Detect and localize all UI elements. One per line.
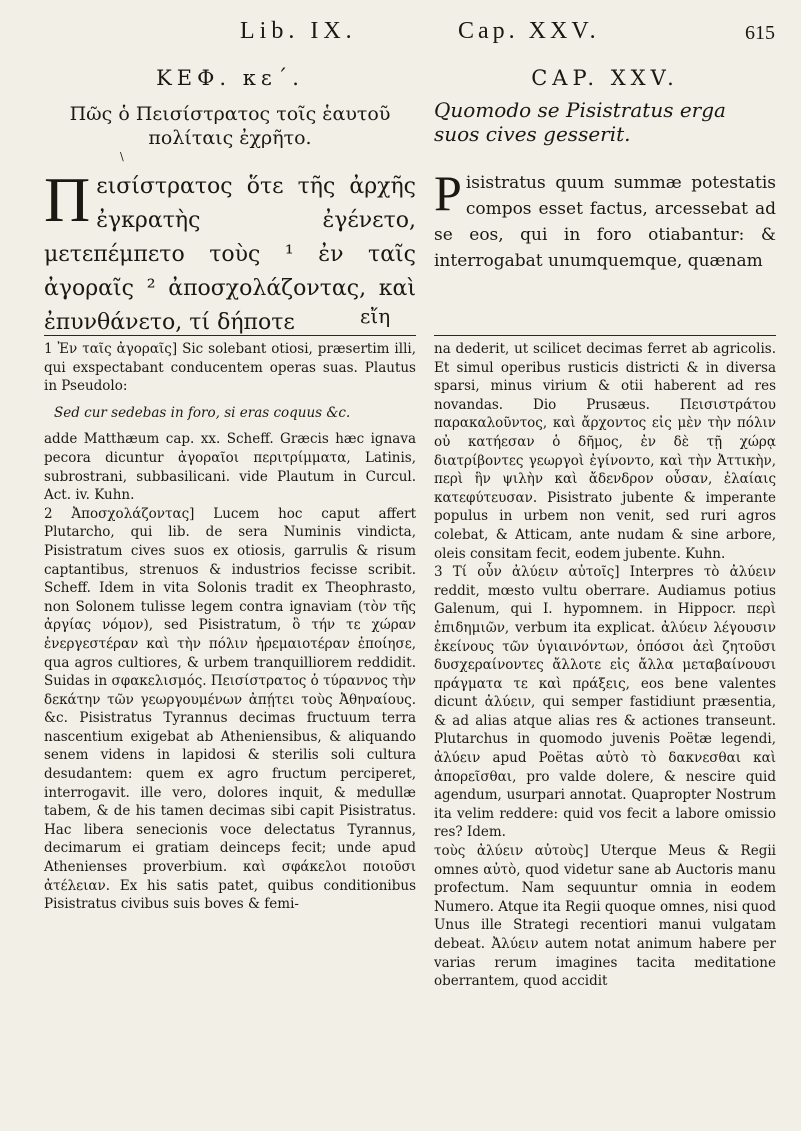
notes-divider-left [44, 335, 416, 336]
page-number: 615 [745, 22, 775, 44]
footnote-quotation: Sed cur sedebas in foro, si eras coquus &c. [54, 404, 351, 421]
footnote: 1 Ἐν ταῖς ἀγοραῖς] Sic solebant otiosi, præsertim illi, qui exspectabant conducentem operas suas. Plautus in Pseudolo: [44, 341, 416, 395]
footnote: 3 Τί οὖν ἀλύειν αὐτοῖς] Interpres τὸ ἀλύειν reddit, mœsto vultu oberrare. Audiamus potius Galenum, qui I. hypomnem. in Hippocr. περὶ ἐπιδημιῶν, verbum ita explicat. ἀλύειν λέγουσιν ἐκείνους τῶν ὑγιαινόντων, ὁπόσοι ἀεὶ ζητοῦσι δυσχεραίνοντες ἄλλοτε εἰς ἄλλα μεταβαίνουσι πράγματα τε καὶ πράξεις, eos bene valentes dicunt ἀλύειν, qui semper fastidiunt præsentia, & ad alias atque alias res & actiones transeunt. Plutarchus in quomodo juvenis Poëtæ legendi, ἀλύειν apud Poëtas αὐτὸ τὸ δακνεσθαι καὶ ἀπορεῖσθαι, pro valde dolere, & nescire quid agendum, usurpari annotat. Quapropter Nostrum ita velim reddere: quid vos fecit a labore omissio res? Idem. [434, 564, 776, 841]
section-mark: \ [120, 150, 124, 163]
notes-divider-right [434, 335, 776, 336]
footnotes-left-column [44, 340, 416, 914]
greek-body-text: εισίστρατος ὅτε τῆς ἀρχῆς ἐγκρατὴς ἐγένετο, μετεπέμπετο τοὺς ¹ ἐν ταῖς ἀγοραῖς ² ἀποσχολάζοντας, καὶ ἐπυνθάνετο, τί δήποτε [44, 174, 416, 335]
footnotes-right-column [434, 340, 776, 991]
greek-chapter-heading: ΚΕΦ. κε΄. [156, 66, 304, 90]
greek-catchword: εἴη [360, 304, 391, 328]
running-head [0, 18, 801, 58]
latin-drop-cap: P [434, 165, 462, 221]
footnote: 2 Ἀποσχολάζοντας] Lucem hoc caput affert Plutarcho, qui lib. de sera Numinis vindicta, Pisistratum cives suos ex otiosis, garrulis & risum captantibus, strenuos & industrios fecisse scribit. Scheff. Idem in vita Solonis tradit ex Theophrasto, non Solonem tulisse legem contra ignaviam (τὸν τῆς ἀργίας νόμον), sed Pisistratum, ὃ τήν τε χώραν ἐνεργεστέραν καὶ τὴν πόλιν ἠρεμαιοτέραν ἐποίησε, qua agros cultiores, & urbem tranquilliorem reddidit. Suidas in σφακελισμός. Πεισίστρατος ὁ τύραννος τὴν δεκάτην τῶν γεωργουμένων ἀπῄτει τοὺς Ἀθηναίους. &c. Pisistratus Tyrannus decimas fructuum terra nascentium exigebat ab Atheniensibus, & aliquando senem videns in lapidosi & sterilis soli cultura desudantem: quem ex agro fructum perciperet, interrogavit. ille vero, dolores inquit, & medullæ tabem, & de his tamen decimas sibi capit Pisistratus. Hac libera senecionis voce delectatus Tyrannus, decimarum ei gratiam deinceps fecit; unde apud Athenienses proverbium. καὶ σφάκελοι ποιοῦσι ἀτέλειαν. Ex his satis patet, quibus conditionibus Pisistratus civibus suis boves & femi- [44, 505, 416, 913]
footnote: adde Matthæum cap. xx. Scheff. Græcis hæc ignava pecora dicuntur ἀγοραῖοι περιτρίμματα, Latinis, subrostrani, subbasilicani. vide Plautum in Curcul. Act. iv. Kuhn. [44, 431, 416, 504]
running-head-book: Lib. IX. [240, 18, 357, 44]
footnote: τοὺς ἀλύειν αὐτοὺς] Uterque Meus & Regii omnes αὐτὸ, quod videtur sane ab Auctoris manu profectum. Nam sequuntur omnia in eodem Numero. Atque ita Regii quoque omnes, nisi quod Unus ille Strategi recentiori manui vulgatam debeat. Ἀλύειν autem notat animum habere per varias rerum imagines tacita meditatione oberrantem, quod accidit [434, 843, 776, 990]
footnote: na dederit, ut scilicet decimas ferret ab agricolis. Et simul operibus rusticis districti & in diversa sparsi, minus virium & otii haberent ad res novandas. Dio Prusæus. Πεισιστράτου παρακαλοῦντος, καὶ ἄρχοντος εἰς μὲν τὴν πόλιν οὐ κατήεσαν ὁ δῆμος, ἐν δὲ τῇ χώρᾳ διατρίβοντες γεωργοὶ ἐγίνοντο, καὶ τὴν Ἀττικὴν, περὶ ἣν ψιλὴν καὶ ἄδενδρον οὖσαν, ἐλαίαις κατεφύτευσαν. Pisistrato jubente & imperante populus in urbem non venit, sed ruri agros colebat, & Atticam, ante nudam & sine arbore, oleis consitam fecit, eodem jubente. Kuhn. [434, 341, 776, 562]
greek-drop-cap: Π [44, 164, 91, 235]
latin-body-text: isistratus quum summæ potestatis compos esset factus, arcessebat ad se eos, qui in foro otiabantur: & interrogabat unumquemque, quænam [434, 173, 776, 271]
latin-chapter-title: Quomodo se Pisistratus erga suos cives gesserit. [434, 98, 726, 146]
running-head-chapter: Cap. XXV. [458, 18, 600, 44]
latin-text [434, 165, 776, 274]
greek-chapter-title: Πῶς ὁ Πεισίστρατος τοῖς ἑαυτοῦ πολίταις ἐχρῆτο. [69, 103, 391, 149]
latin-chapter-heading: CAP. XXV. [531, 66, 679, 90]
